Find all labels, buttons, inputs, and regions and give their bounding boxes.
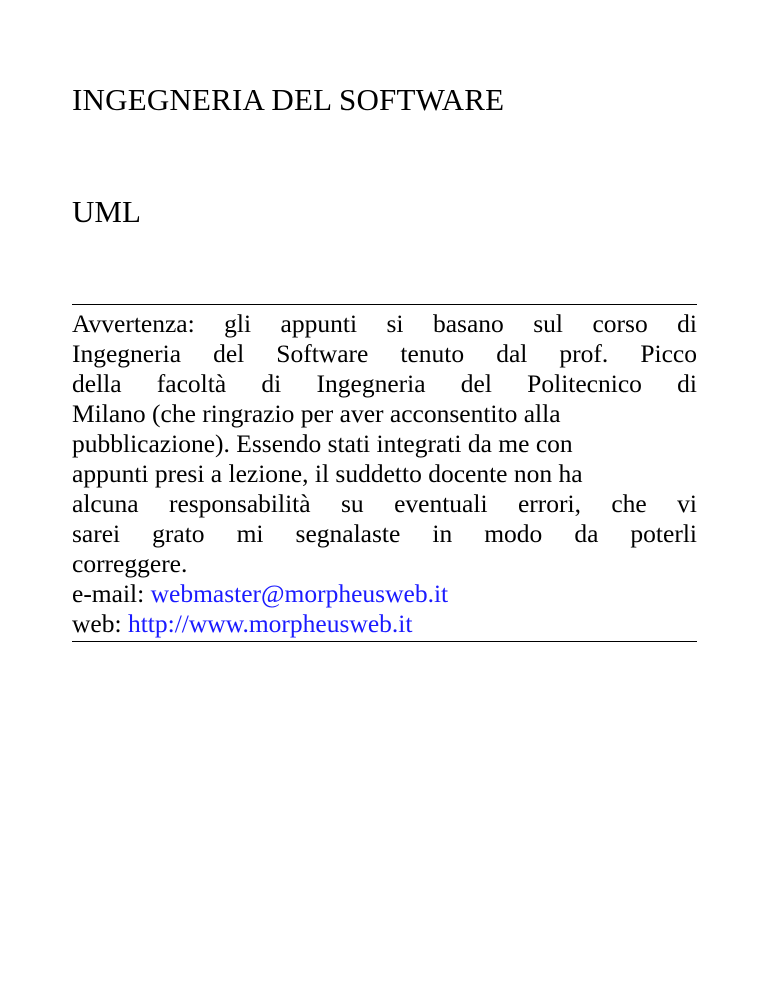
notice-line: pubblicazione). Essendo stati integrati da me con (72, 429, 573, 458)
email-row (72, 579, 697, 609)
notice-line: Ingegneria del Software tenuto dal prof. Picco (72, 339, 697, 368)
email-label: e-mail: (72, 579, 145, 608)
notice-line: alcuna responsabilità su eventuali errori, che vi (72, 489, 697, 518)
email-link[interactable]: webmaster@morpheusweb.it (150, 579, 449, 608)
web-label: web: (72, 609, 122, 638)
notice-line: correggere. (72, 549, 188, 578)
notice-line: sarei grato mi segnalaste in modo da poterli (72, 519, 697, 548)
web-row (72, 609, 697, 639)
notice-box (72, 304, 697, 642)
notice-line: appunti presi a lezione, il suddetto docente non ha (72, 459, 583, 488)
web-link[interactable]: http://www.morpheusweb.it (127, 609, 413, 638)
notice-line: Milano (che ringrazio per aver acconsentito alla (72, 399, 561, 428)
notice-line: della facoltà di Ingegneria del Politecnico di (72, 369, 697, 398)
document-title: INGEGNERIA DEL SOFTWARE (72, 82, 505, 117)
notice-line: Avvertenza: gli appunti si basano sul corso di (72, 309, 697, 338)
document-subtitle: UML (72, 194, 141, 229)
